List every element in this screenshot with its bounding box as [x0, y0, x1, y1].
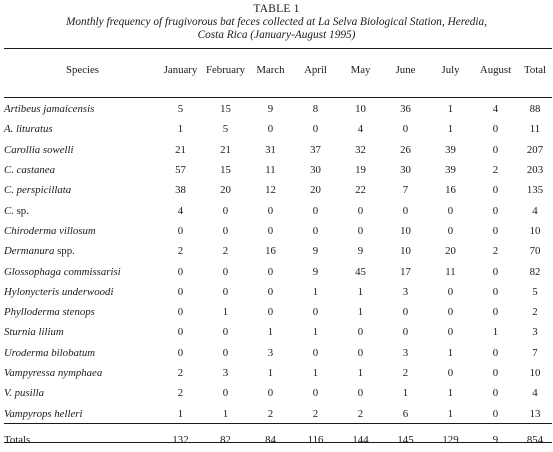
table-cell: 0 [492, 123, 499, 136]
table-cell: 132 [172, 433, 189, 446]
table-cell: 1 [312, 367, 319, 379]
species-name-text: Glossophaga commissarisi [4, 265, 121, 278]
table-cell: 0 [177, 306, 184, 319]
species-qualifier: spp. [57, 245, 75, 258]
table-cell: 15 [220, 164, 231, 177]
column-header-march: March [256, 64, 285, 76]
table-cell: 2 [402, 367, 409, 379]
table-row [4, 97, 552, 119]
table-cell: 5 [177, 103, 184, 116]
table-cell: 0 [492, 306, 499, 319]
table-cell: 36 [400, 103, 411, 116]
column-header-august: August [479, 64, 512, 76]
table-cell: 11 [529, 123, 541, 136]
table-cell: 2 [222, 245, 229, 258]
table-cell: 0 [492, 407, 499, 420]
table-cell: 0 [177, 265, 184, 278]
table-cell: 57 [175, 164, 186, 177]
table-cell: 0 [402, 326, 409, 339]
table-cell: 88 [529, 103, 541, 116]
table-cell: 0 [177, 346, 184, 359]
table-cell: 30 [310, 164, 321, 177]
table-cell: 7 [402, 184, 409, 197]
table-cell: 45 [355, 265, 366, 278]
table-cell: 0 [312, 346, 319, 359]
table-cell: 10 [400, 245, 411, 258]
table-cell: 0 [492, 204, 499, 217]
table-cell: 0 [402, 204, 409, 217]
table-cell: 3 [267, 346, 274, 359]
table-cell: 0 [357, 346, 364, 359]
species-name-text: Chiroderma villosum [4, 224, 96, 237]
table-cell: 0 [357, 224, 364, 237]
table-cell: 0 [267, 306, 274, 319]
species-name [4, 343, 158, 363]
species-name-text: C. [4, 204, 14, 217]
table-cell: 0 [222, 326, 229, 339]
table-cell: 1 [312, 285, 319, 298]
table-cell: 32 [355, 143, 366, 156]
table-cell: 0 [267, 387, 274, 400]
table-cell: 0 [267, 123, 274, 136]
table-row [4, 302, 552, 322]
table-cell: 0 [222, 387, 229, 400]
table-cell: 0 [492, 184, 499, 197]
table-row [4, 119, 552, 139]
species-name-text: Vampyrops helleri [4, 407, 83, 420]
table-cell: 4 [532, 387, 538, 400]
totals-label: Totals [4, 433, 31, 446]
table-row [4, 200, 552, 220]
table-cell: 16 [445, 184, 456, 197]
table-cell: 5 [222, 123, 229, 136]
table-cell: 0 [222, 285, 229, 298]
table-cell: 0 [312, 204, 319, 217]
header-row [4, 64, 552, 97]
table-cell: 10 [529, 224, 541, 237]
species-name-text: Artibeus jamaicensis [4, 103, 95, 116]
species-name [4, 180, 158, 200]
table-cell: 4 [177, 204, 184, 217]
species-name-text: Dermanura [4, 245, 55, 258]
species-name-text: Vampyressa nymphaea [4, 367, 103, 379]
column-header-february: February [206, 64, 245, 76]
table-cell: 0 [492, 367, 499, 379]
column-header-species: Species [66, 64, 99, 76]
table-cell: 145 [397, 433, 414, 446]
column-header-july: July [441, 64, 460, 76]
species-name [4, 403, 158, 423]
table-cell: 0 [447, 306, 454, 319]
table-cell: 1 [447, 346, 454, 359]
table-cell: 10 [355, 103, 366, 116]
table-cell: 0 [267, 285, 274, 298]
table-cell: 0 [447, 285, 454, 298]
table-cell: 7 [532, 346, 538, 359]
table-cell: 2 [177, 387, 184, 400]
table-cell: 31 [265, 143, 276, 156]
species-name-text: Hylonycteris underwoodi [4, 285, 114, 298]
table-cell: 0 [447, 367, 454, 379]
table-row [4, 343, 552, 363]
table-cell: 4 [492, 103, 499, 116]
table-cell: 1 [492, 326, 499, 339]
species-name [4, 302, 158, 322]
table-cell: 0 [222, 224, 229, 237]
table-cell: 144 [352, 433, 369, 446]
species-name-text: Carollia sowelli [4, 143, 74, 156]
table-cell: 0 [222, 204, 229, 217]
table-cell: 3 [402, 285, 409, 298]
table-cell: 1 [267, 367, 274, 379]
species-name [4, 383, 158, 403]
table-cell: 38 [175, 184, 186, 197]
table-cell: 0 [492, 285, 499, 298]
table-cell: 2 [177, 245, 184, 258]
table-cell: 0 [177, 285, 184, 298]
table-cell: 1 [267, 326, 274, 339]
column-header-june: June [395, 64, 416, 76]
table-cell: 4 [532, 204, 538, 217]
caption-line-1: Monthly frequency of frugivorous bat feces collected at La Selva Biological Station, Heredia, [65, 16, 488, 28]
species-name [4, 363, 158, 383]
table-cell: 1 [177, 123, 184, 136]
table-row [4, 403, 552, 423]
table-cell: 135 [526, 184, 544, 197]
table-cell: 82 [529, 265, 541, 278]
table-cell: 0 [312, 387, 319, 400]
table-cell: 0 [402, 306, 409, 319]
table-row [4, 322, 552, 342]
caption-line-2: Costa Rica (January-August 1995) [197, 29, 356, 41]
species-qualifier: sp. [16, 204, 29, 217]
table-cell: 1 [357, 306, 364, 319]
table-cell: 1 [357, 367, 364, 379]
species-name [4, 282, 158, 302]
table-cell: 2 [357, 407, 364, 420]
table-cell: 2 [492, 164, 499, 177]
table-cell: 0 [357, 387, 364, 400]
table-cell: 82 [220, 433, 231, 446]
table-row [4, 241, 552, 261]
table-cell: 19 [355, 164, 366, 177]
table-cell: 1 [357, 285, 364, 298]
table-cell: 0 [312, 123, 319, 136]
table-cell: 0 [492, 143, 499, 156]
table-cell: 6 [402, 407, 409, 420]
table-cell: 2 [492, 245, 499, 258]
table-cell: 0 [222, 346, 229, 359]
table-cell: 9 [267, 103, 274, 116]
table-cell: 39 [445, 164, 456, 177]
table-cell: 11 [445, 265, 456, 278]
table-cell: 0 [357, 204, 364, 217]
table-cell: 129 [442, 433, 459, 446]
table-cell: 0 [492, 346, 499, 359]
table-cell: 3 [532, 326, 538, 339]
table-cell: 0 [267, 204, 274, 217]
table-row [4, 221, 552, 241]
table-cell: 10 [400, 224, 411, 237]
column-header-total: Total [523, 64, 547, 76]
table-cell: 20 [310, 184, 321, 197]
species-name-text: V. pusilla [4, 387, 44, 400]
table-cell: 4 [357, 123, 364, 136]
table-cell: 3 [402, 346, 409, 359]
table-cell: 1 [177, 407, 184, 420]
top-rule [4, 48, 552, 49]
table-cell: 0 [492, 265, 499, 278]
table-cell: 12 [265, 184, 276, 197]
species-name-text: Uroderma bilobatum [4, 346, 96, 359]
table-cell: 2 [532, 306, 538, 319]
table-cell: 0 [447, 326, 454, 339]
table-row [4, 363, 552, 383]
table-body [4, 97, 552, 424]
column-header-may: May [350, 64, 371, 76]
table-cell: 30 [400, 164, 411, 177]
table-cell: 0 [447, 224, 454, 237]
table-cell: 0 [177, 326, 184, 339]
table-cell: 1 [447, 407, 454, 420]
table-cell: 854 [526, 433, 544, 446]
totals-row [4, 424, 552, 452]
table-cell: 0 [267, 224, 274, 237]
table-row [4, 160, 552, 180]
table-cell: 5 [532, 285, 538, 298]
table-row [4, 180, 552, 200]
table-cell: 9 [492, 433, 499, 446]
table-cell: 9 [312, 265, 319, 278]
table-cell: 1 [402, 387, 409, 400]
species-name [4, 241, 158, 261]
table-cell: 11 [265, 164, 276, 177]
table-row [4, 140, 552, 160]
table-cell: 20 [220, 184, 231, 197]
species-name-text: Sturnia lilium [4, 326, 64, 339]
table-row [4, 261, 552, 281]
table-cell: 1 [447, 103, 454, 116]
table-cell: 0 [222, 265, 229, 278]
table-row [4, 282, 552, 302]
species-name-text: C. perspicillata [4, 184, 72, 197]
table-cell: 2 [177, 367, 184, 379]
table-cell: 37 [310, 143, 321, 156]
table-cell: 9 [312, 245, 319, 258]
table-cell: 8 [312, 103, 319, 116]
table-cell: 20 [445, 245, 456, 258]
table-cell: 70 [529, 245, 541, 258]
table-cell: 16 [265, 245, 276, 258]
table-cell: 22 [355, 184, 366, 197]
table-cell: 1 [447, 387, 454, 400]
table-cell: 26 [400, 143, 411, 156]
species-name [4, 261, 158, 281]
table-cell: 116 [307, 433, 324, 446]
table-caption [60, 16, 493, 42]
table-cell: 0 [357, 326, 364, 339]
species-name-text: Phylloderma stenops [4, 306, 95, 319]
table-cell: 9 [357, 245, 364, 258]
table-number: TABLE 1 [253, 3, 300, 15]
table-cell: 1 [447, 123, 454, 136]
species-name-text: A. lituratus [4, 123, 53, 136]
table-cell: 1 [222, 407, 229, 420]
table-cell: 21 [220, 143, 231, 156]
species-name [4, 97, 158, 119]
table-row [4, 383, 552, 403]
table-cell: 0 [402, 123, 409, 136]
species-name [4, 140, 158, 160]
species-name [4, 221, 158, 241]
bat-feces-table [4, 64, 552, 452]
table-cell: 2 [267, 407, 274, 420]
column-header-january: January [163, 64, 198, 76]
table-cell: 0 [267, 265, 274, 278]
table-cell: 0 [312, 306, 319, 319]
table-cell: 10 [529, 367, 541, 379]
table-cell: 17 [400, 265, 411, 278]
table-cell: 1 [222, 306, 229, 319]
table-cell: 207 [526, 143, 544, 156]
table-cell: 21 [175, 143, 186, 156]
table-cell: 15 [220, 103, 231, 116]
species-name [4, 200, 158, 220]
species-name-text: C. castanea [4, 164, 55, 177]
table-cell: 0 [492, 224, 499, 237]
table-cell: 13 [529, 407, 541, 420]
table-cell: 3 [222, 367, 229, 379]
table-cell: 84 [265, 433, 276, 446]
species-name [4, 160, 158, 180]
table-cell: 0 [177, 224, 184, 237]
table-cell: 0 [312, 224, 319, 237]
table-cell: 0 [447, 204, 454, 217]
table-cell: 1 [312, 326, 319, 339]
table-cell: 203 [526, 164, 544, 177]
column-header-april: April [304, 64, 327, 76]
species-name [4, 322, 158, 342]
table-cell: 39 [445, 143, 456, 156]
species-name [4, 119, 158, 139]
table-cell: 0 [492, 387, 499, 400]
table-cell: 2 [312, 407, 319, 420]
